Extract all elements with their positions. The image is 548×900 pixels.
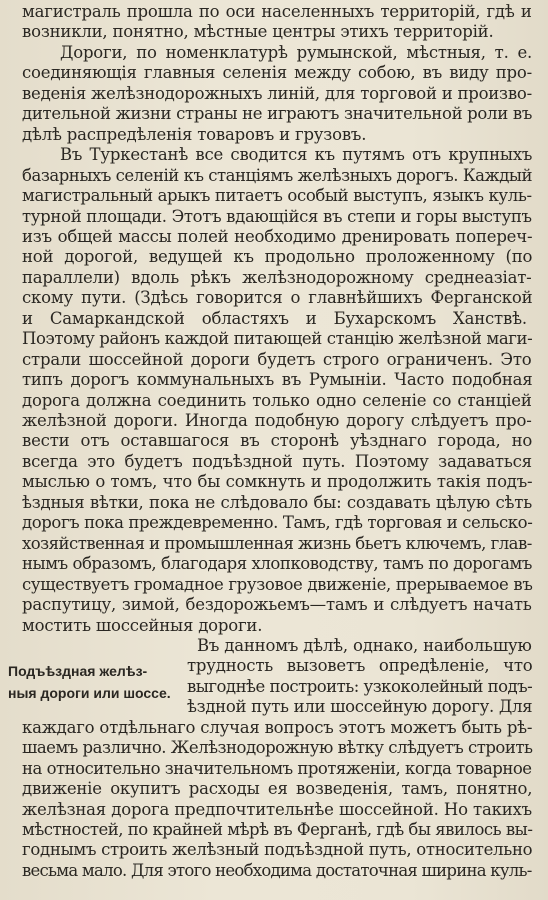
text-line: желѣзная дорога предпочтительнѣе шоссейной. Но такихъ bbox=[22, 799, 532, 819]
text-line: ѣздныя вѣтки, пока не слѣдовало бы: создавать цѣлую сѣть bbox=[22, 492, 532, 512]
text-line: магистральный арыкъ питаетъ особый выступъ, языкъ куль- bbox=[22, 186, 532, 206]
text-line: и Самаркандской областяхъ и Бухарскомъ Ханствѣ. bbox=[22, 308, 527, 328]
text-line: выгоднѣе построить: узкоколейный подъ- bbox=[187, 676, 533, 696]
text-line: мѣстностей, по крайней мѣрѣ въ Ферганѣ, гдѣ бы явилось вы- bbox=[22, 820, 533, 839]
text-line: хозяйственная и промышленная жизнь бьетъ ключемъ, глав- bbox=[22, 533, 532, 553]
text-line: распутицу, зимой, бездорожьемъ—тамъ и слѣдуетъ начать bbox=[22, 595, 532, 615]
text-line: мостить шоссейныя дороги. bbox=[22, 615, 263, 635]
text-line: веденія желѣзнодорожныхъ линій, для торговой и произво- bbox=[22, 83, 532, 103]
text-line: движеніе окупитъ расходы ея возведенія, тамъ, понятно, bbox=[22, 779, 533, 799]
text-line: скому пути. (Здѣсь говорится о главнѣйшихъ Ферганской bbox=[22, 288, 533, 308]
text-line: всегда это будетъ подъѣздной путь. Поэтому задаваться bbox=[22, 451, 532, 471]
text-line: изъ общей массы полей необходимо дренировать попереч- bbox=[22, 226, 533, 246]
text-line: Дороги, по номенклатурѣ румынской, мѣстныя, т. е. bbox=[60, 42, 533, 62]
margin-note bbox=[8, 660, 188, 704]
text-line: страли шоссейной дороги будетъ строго ограниченъ. Это bbox=[22, 349, 532, 369]
text-line: соединяющія главныя селенія между собою, въ виду про- bbox=[22, 63, 533, 83]
text-line: весьма мало. Для этого необходима достаточная ширина куль- bbox=[22, 860, 532, 880]
text-line: трудность вызоветъ опредѣленіе, что bbox=[187, 656, 533, 676]
text-line: вести отъ оставшагося въ сторонѣ уѣзднаго города, но bbox=[22, 431, 533, 451]
text-line: дѣлѣ распредѣленія товаровъ и грузовъ. bbox=[22, 124, 367, 144]
text-line: нымъ образомъ, благодаря хлопководству, тамъ по дорогамъ bbox=[22, 554, 532, 574]
text-line: типъ дорогъ коммунальныхъ въ Румыніи. Часто подобная bbox=[22, 370, 533, 390]
text-line: шаемъ различно. Желѣзнодорожную вѣтку слѣдуетъ строить bbox=[22, 738, 533, 758]
text-line: дительной жизни страны не играютъ значительной роли въ bbox=[22, 104, 533, 124]
margin-note-line: Подъѣздная желѣз- bbox=[8, 663, 148, 679]
text-line: базарныхъ селеній къ станціямъ желѣзныхъ дорогъ. Каждый bbox=[22, 165, 533, 185]
text-line: существуетъ громадное грузовое движеніе, прерываемое въ bbox=[22, 574, 533, 594]
text-line: Въ Туркестанѣ все сводится къ путямъ отъ крупныхъ bbox=[60, 145, 533, 165]
text-line: возникли, понятно, мѣстные центры этихъ территорій. bbox=[22, 22, 494, 42]
text-line: годнымъ строить желѣзный подъѣздной путь, относительно bbox=[22, 840, 533, 860]
text-line: магистраль прошла по оси населенныхъ территорій, гдѣ и bbox=[22, 2, 532, 21]
text-line: ѣздной путь или шоссейную дорогу. Для bbox=[187, 697, 533, 717]
text-line: желѣзной дороги. Иногда подобную дорогу слѣдуетъ про- bbox=[22, 411, 532, 430]
text-line: параллели) вдоль рѣкъ желѣзнодорожному среднеазіат- bbox=[22, 267, 532, 287]
text-line: дорога должна соединить только одно селеніе со станціей bbox=[22, 390, 532, 410]
margin-note-line: ныя дороги или шоссе. bbox=[8, 685, 171, 701]
text-line: дорогъ пока преждевременно. Тамъ, гдѣ торговая и сельско- bbox=[22, 513, 533, 533]
text-line: на относительно значительномъ протяженіи, когда товарное bbox=[22, 758, 532, 778]
text-line: мыслью о томъ, что бы сомкнуть и продолжить такія подъ- bbox=[22, 472, 533, 492]
text-line: ной дорогой, ведущей къ продольно проложенному (по bbox=[22, 247, 533, 267]
text-line: Въ данномъ дѣлѣ, однако, наибольшую bbox=[197, 635, 532, 655]
text-line: турной площади. Этотъ вдающійся въ степи и горы выступъ bbox=[22, 206, 532, 226]
text-line: Поэтому районъ каждой питающей станцію желѣзной маги- bbox=[22, 329, 533, 349]
text-line: каждаго отдѣльнаго случая вопросъ этотъ можетъ быть рѣ- bbox=[22, 717, 533, 737]
